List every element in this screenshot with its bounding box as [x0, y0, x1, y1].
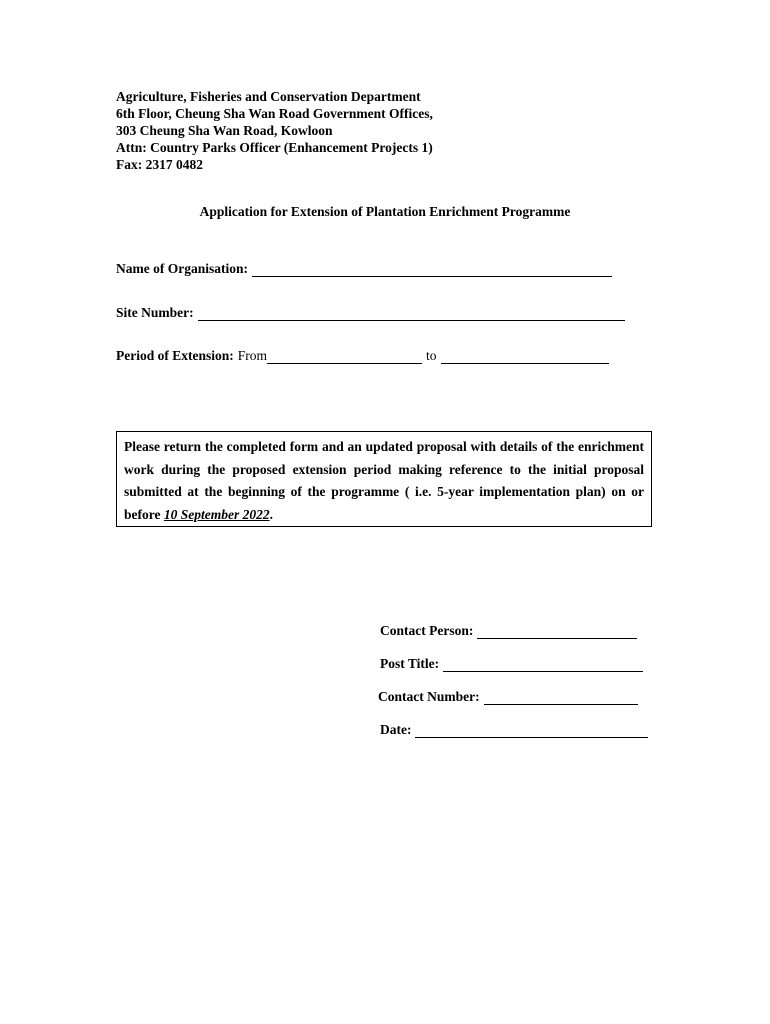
organisation-field[interactable] — [252, 263, 612, 277]
fax-line: Fax: 2317 0482 — [116, 157, 203, 172]
contact-number-field[interactable] — [484, 691, 638, 705]
date-field[interactable] — [415, 724, 648, 738]
address-line: 6th Floor, Cheung Sha Wan Road Government Offices, — [116, 106, 433, 121]
contact-person-field[interactable] — [477, 625, 637, 639]
address-line: Attn: Country Parks Officer (Enhancement Projects 1) — [116, 140, 433, 155]
period-from-label: From — [237, 348, 268, 363]
notice-box — [116, 431, 652, 527]
deadline-date: 10 September 2022 — [163, 506, 270, 522]
address-block — [116, 88, 433, 173]
post-title-field[interactable] — [443, 658, 643, 672]
organisation-row — [116, 261, 612, 277]
form-title-wrap — [0, 204, 770, 220]
period-from-field[interactable] — [267, 350, 422, 364]
date-label: Date: — [380, 722, 412, 737]
notice-end: . — [269, 506, 273, 522]
post-title-row — [380, 656, 643, 672]
organisation-label: Name of Organisation: — [116, 261, 248, 276]
contact-number-label: Contact Number: — [378, 689, 480, 704]
address-line: Agriculture, Fisheries and Conservation Department — [116, 89, 421, 104]
notice-text: Please return the completed form and an updated proposal with details of the enrichment work during the proposed extension period making reference to the initial proposal submitted at the beginning of the programme ( i.e. 5-year implementation plan) on or before — [124, 439, 644, 522]
post-title-label: Post Title: — [380, 656, 440, 671]
form-title: Application for Extension of Plantation Enrichment Programme — [199, 204, 571, 219]
period-row — [116, 348, 609, 364]
site-field[interactable] — [198, 307, 625, 321]
contact-person-label: Contact Person: — [380, 623, 474, 638]
period-label: Period of Extension: — [116, 348, 234, 363]
contact-number-row — [378, 689, 638, 705]
period-to-label: to — [426, 348, 437, 363]
site-label: Site Number: — [116, 305, 194, 320]
contact-person-row — [380, 623, 637, 639]
address-line: 303 Cheung Sha Wan Road, Kowloon — [116, 123, 333, 138]
period-to-field[interactable] — [441, 350, 609, 364]
site-row — [116, 305, 625, 321]
date-row — [380, 722, 648, 738]
